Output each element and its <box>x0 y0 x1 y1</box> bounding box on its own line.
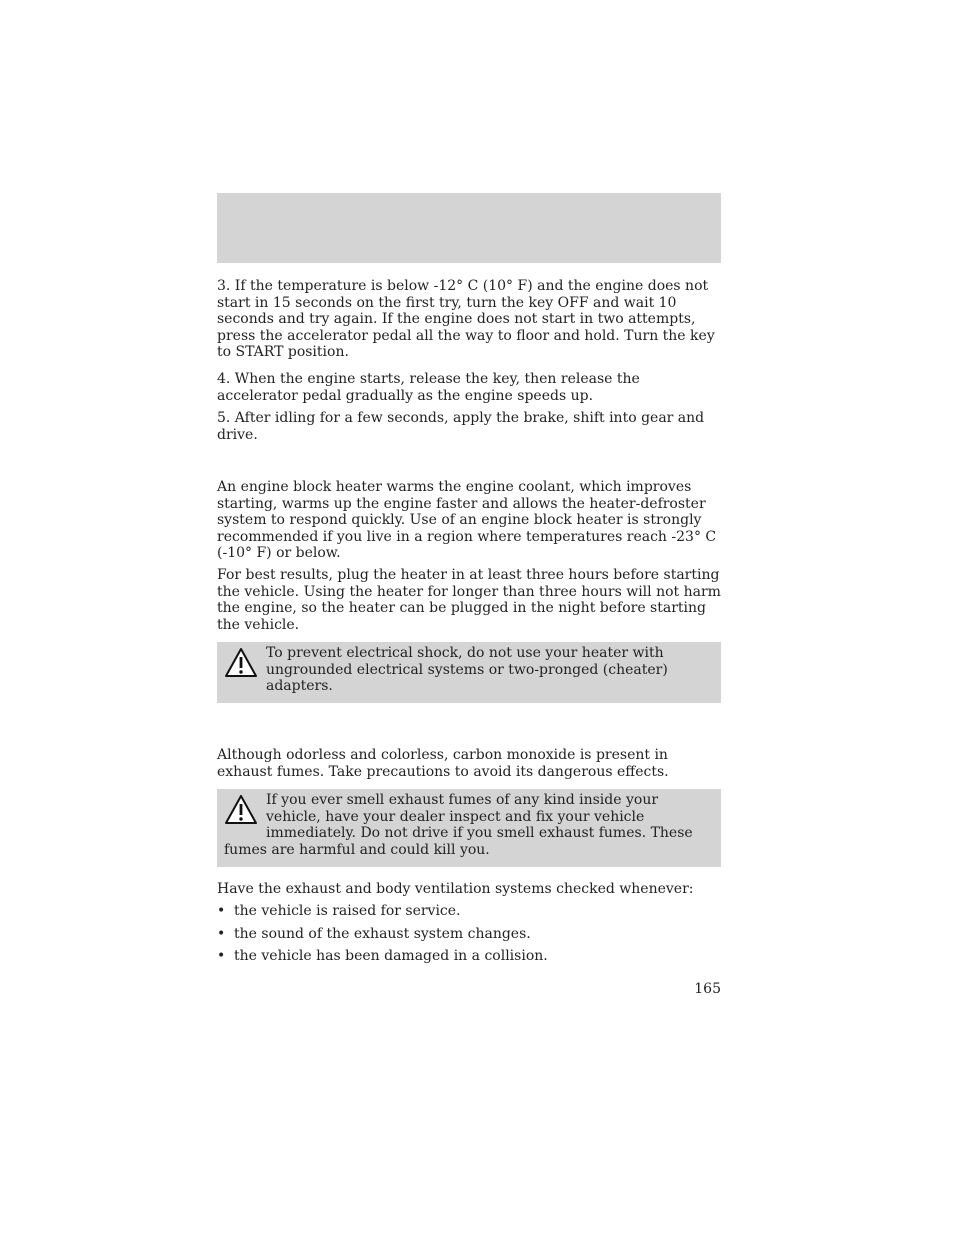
warning-triangle-icon <box>224 794 258 826</box>
exhaust-paragraph: Although odorless and colorless, carbon monoxide is present in exhaust fumes. Take precautions to avoid its dangerous effects. <box>217 747 669 780</box>
electrical-shock-warning <box>217 642 721 703</box>
warning-triangle-icon <box>224 647 258 679</box>
page-number: 165 <box>694 981 721 997</box>
bullet-icon: • <box>217 948 226 964</box>
electrical-shock-warning-text: To prevent electrical shock, do not use your heater with ungrounded electrical systems or two-pronged (cheater) adapters. <box>266 645 668 695</box>
exhaust-fumes-warning <box>217 789 721 867</box>
step-4: 4. When the engine starts, release the key, then release the accelerator pedal gradually as the engine speeds up. <box>217 371 640 404</box>
block-heater-paragraph-1: An engine block heater warms the engine coolant, which improves starting, warms up the engine faster and allows the heater-defroster system to respond quickly. Use of an engine block heater is strongly recommended if you live in a region where temperatures reach -23° C (-10° F) or below. <box>217 479 717 562</box>
step-3: 3. If the temperature is below -12° C (10° F) and the engine does not start in 15 seconds on the first try, turn the key OFF and wait 10 seconds and try again. If the engine does not start in two attempts, press the accelerator pedal all the way to floor and hold. Turn the key to START position. <box>217 278 715 361</box>
exhaust-checks-intro: Have the exhaust and body ventilation systems checked whenever: <box>217 881 694 897</box>
step-5: 5. After idling for a few seconds, apply the brake, shift into gear and drive. <box>217 410 705 443</box>
block-heater-paragraph-2: For best results, plug the heater in at least three hours before starting the vehicle. Using the heater for longer than three hours will not harm the engine, so the heater can be plugged in the night before starting the vehicle. <box>217 567 721 633</box>
exhaust-fumes-warning-text: If you ever smell exhaust fumes of any kind inside your vehicle, have your dealer inspect and fix your vehicle immediately. Do not drive if you smell exhaust fumes. These fumes are harmful and could kill you. <box>224 792 693 858</box>
bullet-icon: • <box>217 926 226 942</box>
bullet-icon: • <box>217 903 226 919</box>
section-header-band <box>217 193 721 263</box>
